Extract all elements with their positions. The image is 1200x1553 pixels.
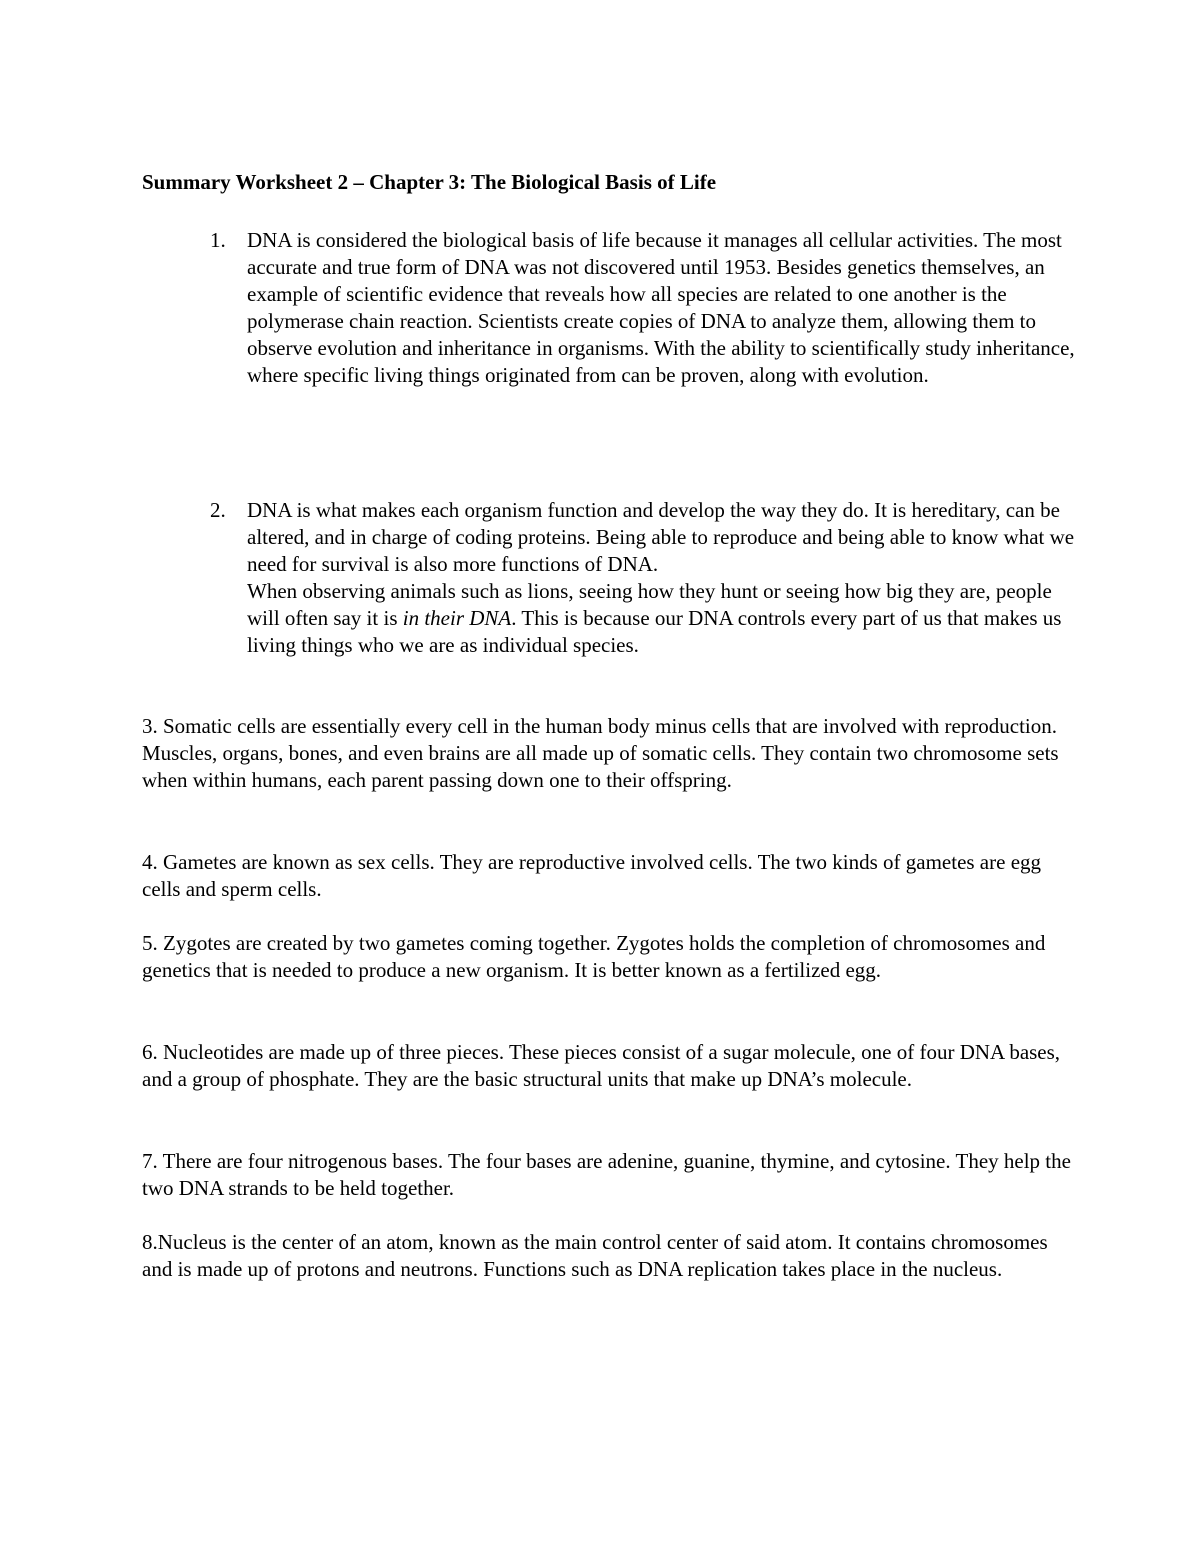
list-item-number: 2. — [210, 498, 226, 522]
paragraph-3: 3. Somatic cells are essentially every cell in the human body minus cells that are involved with reproduction. Muscles, organs, bones, and even brains are all made up of somatic cells. They contain two chromosome sets when within humans, each parent passing down one to their offspring. — [142, 714, 1059, 792]
paragraph-5: 5. Zygotes are created by two gametes coming together. Zygotes holds the completion of chromosomes and genetics that is needed to produce a new organism. It is better known as a fertilized egg. — [142, 931, 1046, 982]
page-title: Summary Worksheet 2 – Chapter 3: The Biological Basis of Life — [142, 170, 717, 194]
paragraph-4: 4. Gametes are known as sex cells. They are reproductive involved cells. The two kinds of gametes are egg cells and sperm cells. — [142, 850, 1042, 901]
paragraph-6: 6. Nucleotides are made up of three pieces. These pieces consist of a sugar molecule, one of four DNA bases, and a group of phosphate. They are the basic structural units that make up DNA’s molecule. — [142, 1040, 1061, 1091]
list-item-text-continued — [247, 578, 1080, 659]
list-item-text: DNA is considered the biological basis of life because it manages all cellular activities. The most accurate and true form of DNA was not discovered until 1953. Besides genetics themselves, an example of scientific evidence that reveals how all species are related to one another is the polymerase chain reaction. Scientists create copies of DNA to analyze them, allowing them to observe evolution and inheritance in organisms. With the ability to scientifically study inheritance, where specific living things originated from can be proven, along with evolution. — [247, 228, 1075, 387]
list-item-number: 1. — [210, 228, 226, 252]
list-item-2 — [210, 497, 1080, 659]
emphasized-text: in their DNA — [402, 606, 512, 630]
paragraph-7: 7. There are four nitrogenous bases. The four bases are adenine, guanine, thymine, and cytosine. They help the two DNA strands to be held together. — [142, 1149, 1071, 1200]
paragraph-8: 8.Nucleus is the center of an atom, known as the main control center of said atom. It contains chromosomes and is made up of protons and neutrons. Functions such as DNA replication takes place in the nucleus. — [142, 1230, 1048, 1281]
text-run: When observing animals such as lions, seeing how they hunt or seeing how big they are, people will often say it is — [247, 579, 1052, 630]
text-run: . This is because our DNA controls every part of us that makes us living things who we are as individual species. — [247, 606, 1062, 657]
list-item-1 — [210, 227, 1080, 389]
list-item-text: DNA is what makes each organism function and develop the way they do. It is hereditary, can be altered, and in charge of coding proteins. Being able to reproduce and being able to know what we need for survival is also more functions of DNA. — [247, 498, 1075, 576]
